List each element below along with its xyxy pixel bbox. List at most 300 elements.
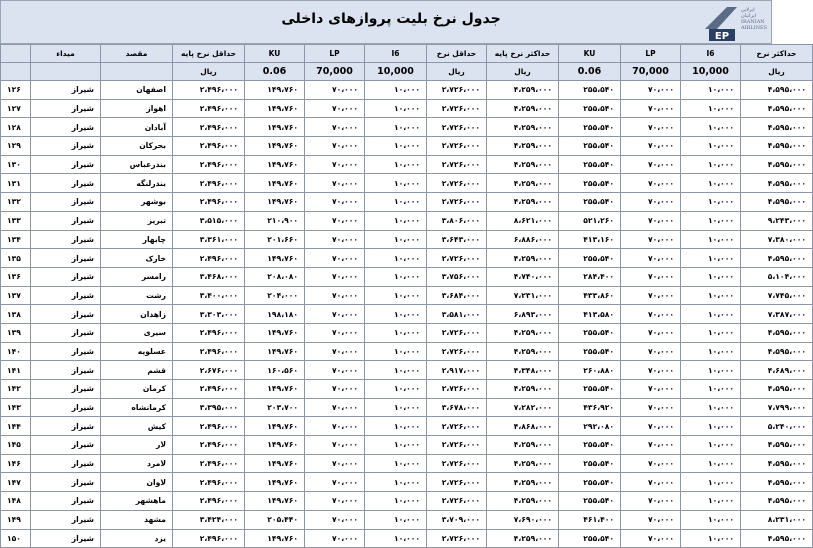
- fare-cell: ۷۰،۰۰۰: [621, 118, 681, 137]
- fare-cell: ۳،۵۱۵،۰۰۰: [173, 211, 245, 230]
- origin-cell: شیراز: [31, 529, 101, 548]
- fare-cell: ۲۰۸،۰۸۰: [245, 267, 305, 286]
- fare-cell: ۱۹۸،۱۸۰: [245, 305, 305, 324]
- fare-cell: ۲۵۵،۵۴۰: [559, 529, 621, 548]
- destination-cell: ماهشهر: [101, 492, 173, 511]
- destination-cell: اصفهان: [101, 81, 173, 100]
- origin-cell: شیراز: [31, 361, 101, 380]
- fare-cell: ۷۰،۰۰۰: [305, 81, 365, 100]
- fare-cell: ۷۰،۰۰۰: [305, 174, 365, 193]
- fare-cell: ۲،۴۹۶،۰۰۰: [173, 81, 245, 100]
- fare-cell: ۳،۷۵۶،۰۰۰: [427, 267, 487, 286]
- destination-cell: بندرعباس: [101, 155, 173, 174]
- fare-cell: ۷۰،۰۰۰: [621, 529, 681, 548]
- fare-cell: ۷۰،۰۰۰: [621, 305, 681, 324]
- subheader-cell: ریال: [741, 63, 813, 81]
- fare-cell: ۴،۲۵۹،۰۰۰: [487, 380, 559, 399]
- fare-cell: ۱۰،۰۰۰: [681, 436, 741, 455]
- fare-cell: ۴۱۳،۵۸۰: [559, 305, 621, 324]
- fare-cell: ۱۰،۰۰۰: [681, 99, 741, 118]
- fare-cell: ۱۰،۰۰۰: [365, 473, 427, 492]
- fare-cell: ۱۰،۰۰۰: [365, 323, 427, 342]
- subheader-cell: 0.06: [245, 63, 305, 81]
- fare-cell: ۴،۵۹۵،۰۰۰: [741, 155, 813, 174]
- header-cell: KU: [245, 45, 305, 63]
- fare-cell: ۱۰،۰۰۰: [365, 81, 427, 100]
- fare-cell: ۲۵۵،۵۴۰: [559, 323, 621, 342]
- fare-cell: ۷۰،۰۰۰: [305, 155, 365, 174]
- fare-cell: ۱۰،۰۰۰: [365, 137, 427, 156]
- destination-cell: بندرلنگه: [101, 174, 173, 193]
- fare-cell: ۷۰،۰۰۰: [621, 473, 681, 492]
- fare-cell: ۱۴۹،۷۶۰: [245, 342, 305, 361]
- fare-cell: ۲،۶۷۶،۰۰۰: [173, 361, 245, 380]
- header-cell: حداقل نرخ: [427, 45, 487, 63]
- fare-cell: ۱۰،۰۰۰: [365, 99, 427, 118]
- fare-cell: ۷۰،۰۰۰: [305, 211, 365, 230]
- fare-cell: ۷۰،۰۰۰: [621, 510, 681, 529]
- destination-cell: اهواز: [101, 99, 173, 118]
- fare-cell: ۷۰،۰۰۰: [621, 193, 681, 212]
- fare-cell: ۲۵۵،۵۴۰: [559, 118, 621, 137]
- fare-cell: ۴۳۶،۹۲۰: [559, 398, 621, 417]
- fare-cell: ۱۰،۰۰۰: [365, 454, 427, 473]
- fare-cell: ۱۴۹،۷۶۰: [245, 454, 305, 473]
- fare-cell: ۴،۵۹۵،۰۰۰: [741, 323, 813, 342]
- fare-cell: ۱۰،۰۰۰: [365, 286, 427, 305]
- fare-cell: ۲۰۱،۶۶۰: [245, 230, 305, 249]
- fare-cell: ۲،۷۲۶،۰۰۰: [427, 342, 487, 361]
- fare-cell: ۴،۷۴۰،۰۰۰: [487, 267, 559, 286]
- row-number: ۱۴۰: [1, 342, 31, 361]
- fare-cell: ۲،۷۲۶،۰۰۰: [427, 473, 487, 492]
- page-title: جدول نرخ بلیت پروازهای داخلی: [281, 11, 501, 27]
- fare-cell: ۱۰،۰۰۰: [681, 137, 741, 156]
- fare-cell: ۲،۴۹۶،۰۰۰: [173, 492, 245, 511]
- fare-cell: ۱۰،۰۰۰: [681, 305, 741, 324]
- fare-cell: ۲،۴۹۶،۰۰۰: [173, 342, 245, 361]
- fare-cell: ۴،۲۵۹،۰۰۰: [487, 454, 559, 473]
- destination-cell: رامسر: [101, 267, 173, 286]
- fare-cell: ۴،۸۶۸،۰۰۰: [487, 417, 559, 436]
- destination-cell: کیش: [101, 417, 173, 436]
- fare-table: [0, 44, 813, 548]
- origin-cell: شیراز: [31, 155, 101, 174]
- table-row: [1, 99, 813, 118]
- subheader-cell: ریال: [487, 63, 559, 81]
- fare-cell: ۷۰،۰۰۰: [621, 99, 681, 118]
- destination-cell: زاهدان: [101, 305, 173, 324]
- fare-cell: ۷۰،۰۰۰: [621, 137, 681, 156]
- header-cell: حداقل نرخ پایه: [173, 45, 245, 63]
- fare-cell: ۷۰،۰۰۰: [305, 286, 365, 305]
- destination-cell: عسلویه: [101, 342, 173, 361]
- fare-cell: ۱۴۹،۷۶۰: [245, 529, 305, 548]
- fare-cell: ۱۰،۰۰۰: [681, 492, 741, 511]
- fare-cell: ۴،۲۵۹،۰۰۰: [487, 473, 559, 492]
- fare-cell: ۲،۴۹۶،۰۰۰: [173, 137, 245, 156]
- row-number: ۱۳۳: [1, 211, 31, 230]
- fare-cell: ۱۰،۰۰۰: [365, 361, 427, 380]
- fare-cell: ۴،۵۹۵،۰۰۰: [741, 380, 813, 399]
- fare-cell: ۱۰،۰۰۰: [681, 211, 741, 230]
- origin-cell: شیراز: [31, 81, 101, 100]
- fare-cell: ۱۴۹،۷۶۰: [245, 473, 305, 492]
- subheader-cell: 70,000: [621, 63, 681, 81]
- header-cell: میداء: [31, 45, 101, 63]
- fare-cell: ۴،۲۵۹،۰۰۰: [487, 118, 559, 137]
- destination-cell: قشم: [101, 361, 173, 380]
- origin-cell: شیراز: [31, 380, 101, 399]
- subheader-cell: 10,000: [365, 63, 427, 81]
- fare-cell: ۷،۳۸۰،۰۰۰: [741, 230, 813, 249]
- destination-cell: لار: [101, 436, 173, 455]
- fare-cell: ۱۰،۰۰۰: [681, 510, 741, 529]
- table-row: [1, 529, 813, 548]
- fare-cell: ۷۰،۰۰۰: [621, 454, 681, 473]
- fare-cell: ۱۰،۰۰۰: [365, 529, 427, 548]
- table-row: [1, 454, 813, 473]
- fare-cell: ۱۰،۰۰۰: [681, 361, 741, 380]
- fare-cell: ۳،۴۶۸،۰۰۰: [173, 267, 245, 286]
- origin-cell: شیراز: [31, 342, 101, 361]
- subheader-row: [1, 63, 813, 81]
- fare-cell: ۴،۲۵۹،۰۰۰: [487, 342, 559, 361]
- fare-cell: ۷۰،۰۰۰: [305, 230, 365, 249]
- fare-cell: ۲،۷۲۶،۰۰۰: [427, 137, 487, 156]
- row-number: ۱۳۹: [1, 323, 31, 342]
- fare-cell: ۷۰،۰۰۰: [305, 267, 365, 286]
- fare-cell: ۴،۲۵۹،۰۰۰: [487, 492, 559, 511]
- fare-cell: ۱۴۹،۷۶۰: [245, 323, 305, 342]
- fare-cell: ۱۰،۰۰۰: [681, 193, 741, 212]
- table-row: [1, 81, 813, 100]
- fare-cell: ۴،۲۵۹،۰۰۰: [487, 99, 559, 118]
- fare-cell: ۴،۵۹۵،۰۰۰: [741, 193, 813, 212]
- row-number: ۱۴۷: [1, 473, 31, 492]
- fare-cell: ۲،۷۲۶،۰۰۰: [427, 118, 487, 137]
- fare-cell: ۲،۷۲۶،۰۰۰: [427, 193, 487, 212]
- fare-cell: ۴،۵۹۵،۰۰۰: [741, 249, 813, 268]
- fare-cell: ۷۰،۰۰۰: [621, 398, 681, 417]
- fare-cell: ۱۰،۰۰۰: [365, 510, 427, 529]
- fare-cell: ۷،۳۸۷،۰۰۰: [741, 305, 813, 324]
- fare-cell: ۱۰،۰۰۰: [681, 380, 741, 399]
- fare-cell: ۲۵۵،۵۴۰: [559, 380, 621, 399]
- fare-cell: ۱۴۹،۷۶۰: [245, 417, 305, 436]
- origin-cell: شیراز: [31, 230, 101, 249]
- fare-cell: ۵،۱۰۴،۰۰۰: [741, 267, 813, 286]
- fare-cell: ۱۴۹،۷۶۰: [245, 193, 305, 212]
- subheader-cell: 0.06: [559, 63, 621, 81]
- destination-cell: یزد: [101, 529, 173, 548]
- table-row: [1, 155, 813, 174]
- fare-cell: ۲۵۵،۵۴۰: [559, 342, 621, 361]
- origin-cell: شیراز: [31, 492, 101, 511]
- fare-cell: ۲،۴۹۶،۰۰۰: [173, 174, 245, 193]
- origin-cell: شیراز: [31, 118, 101, 137]
- row-number: ۱۳۱: [1, 174, 31, 193]
- header-cell: KU: [559, 45, 621, 63]
- fare-cell: ۹،۲۴۳،۰۰۰: [741, 211, 813, 230]
- table-row: [1, 193, 813, 212]
- header-row: [1, 45, 813, 63]
- table-row: [1, 417, 813, 436]
- fare-cell: ۷۰،۰۰۰: [621, 436, 681, 455]
- fare-cell: ۲۱۰،۹۰۰: [245, 211, 305, 230]
- origin-cell: شیراز: [31, 436, 101, 455]
- fare-cell: ۴،۵۹۵،۰۰۰: [741, 473, 813, 492]
- fare-cell: ۲،۴۹۶،۰۰۰: [173, 454, 245, 473]
- fare-cell: ۷۰،۰۰۰: [305, 454, 365, 473]
- fare-cell: ۴،۳۴۸،۰۰۰: [487, 361, 559, 380]
- fare-cell: ۲۰۴،۰۰۰: [245, 286, 305, 305]
- row-number: ۱۳۶: [1, 267, 31, 286]
- fare-cell: ۲،۷۲۶،۰۰۰: [427, 323, 487, 342]
- fare-cell: ۱۰،۰۰۰: [365, 193, 427, 212]
- fare-cell: ۲،۹۱۷،۰۰۰: [427, 361, 487, 380]
- fare-cell: ۴،۲۵۹،۰۰۰: [487, 174, 559, 193]
- row-number: ۱۴۸: [1, 492, 31, 511]
- logo-mark: EP: [714, 31, 730, 42]
- table-row: [1, 137, 813, 156]
- fare-cell: ۲،۷۲۶،۰۰۰: [427, 492, 487, 511]
- fare-cell: ۲،۴۹۶،۰۰۰: [173, 193, 245, 212]
- fare-cell: ۲،۴۹۶،۰۰۰: [173, 118, 245, 137]
- fare-cell: ۷۰،۰۰۰: [305, 193, 365, 212]
- header-cell-blank: [1, 45, 31, 63]
- destination-cell: سیری: [101, 323, 173, 342]
- table-row: [1, 174, 813, 193]
- fare-cell: ۲،۷۲۶،۰۰۰: [427, 81, 487, 100]
- fare-cell: ۶،۸۸۶،۰۰۰: [487, 230, 559, 249]
- fare-cell: ۷۰،۰۰۰: [621, 342, 681, 361]
- fare-cell: ۷۰،۰۰۰: [305, 510, 365, 529]
- fare-cell: ۱۰،۰۰۰: [681, 454, 741, 473]
- fare-cell: ۱۰،۰۰۰: [365, 230, 427, 249]
- fare-cell: ۷۰،۰۰۰: [305, 417, 365, 436]
- fare-cell: ۱۰،۰۰۰: [365, 305, 427, 324]
- fare-cell: ۴۶۱،۴۰۰: [559, 510, 621, 529]
- fare-cell: ۲،۷۲۶،۰۰۰: [427, 155, 487, 174]
- fare-cell: ۱۰،۰۰۰: [365, 398, 427, 417]
- destination-cell: کرمان: [101, 380, 173, 399]
- fare-cell: ۱۰،۰۰۰: [681, 398, 741, 417]
- logo-text: [741, 7, 771, 31]
- fare-cell: ۲۵۵،۵۴۰: [559, 436, 621, 455]
- header-cell: حداکثر نرخ: [741, 45, 813, 63]
- fare-cell: ۲۹۲،۰۸۰: [559, 417, 621, 436]
- fare-cell: ۴،۲۵۹،۰۰۰: [487, 193, 559, 212]
- fare-cell: ۴،۲۵۹،۰۰۰: [487, 323, 559, 342]
- fare-cell: ۴،۵۹۵،۰۰۰: [741, 454, 813, 473]
- destination-cell: بحرکان: [101, 137, 173, 156]
- fare-cell: ۳،۳۶۱،۰۰۰: [173, 230, 245, 249]
- row-number: ۱۴۱: [1, 361, 31, 380]
- fare-cell: ۷۰،۰۰۰: [305, 473, 365, 492]
- fare-cell: ۷۰،۰۰۰: [305, 99, 365, 118]
- fare-cell: ۷،۲۸۲،۰۰۰: [487, 398, 559, 417]
- fare-cell: ۲۵۵،۵۴۰: [559, 473, 621, 492]
- fare-cell: ۲۵۵،۵۴۰: [559, 249, 621, 268]
- destination-cell: بوشهر: [101, 193, 173, 212]
- fare-cell: ۱۴۹،۷۶۰: [245, 492, 305, 511]
- origin-cell: شیراز: [31, 249, 101, 268]
- fare-cell: ۱۰،۰۰۰: [365, 267, 427, 286]
- fare-cell: ۱۰،۰۰۰: [681, 174, 741, 193]
- subheader-cell: ریال: [173, 63, 245, 81]
- destination-cell: خارک: [101, 249, 173, 268]
- fare-cell: ۸،۲۳۱،۰۰۰: [741, 510, 813, 529]
- logo-line-1: IRANIAN: [741, 19, 765, 25]
- row-number: ۱۴۵: [1, 436, 31, 455]
- row-number: ۱۴۶: [1, 454, 31, 473]
- fare-cell: ۳،۷۰۹،۰۰۰: [427, 510, 487, 529]
- table-row: [1, 118, 813, 137]
- header-cell: LP: [621, 45, 681, 63]
- subheader-cell: [101, 63, 173, 81]
- fare-cell: ۴،۵۹۵،۰۰۰: [741, 436, 813, 455]
- fare-cell: ۷۰،۰۰۰: [305, 305, 365, 324]
- fare-cell: ۱۰،۰۰۰: [681, 529, 741, 548]
- fare-cell: ۱۰،۰۰۰: [681, 342, 741, 361]
- fare-cell: ۷۰،۰۰۰: [621, 380, 681, 399]
- fare-cell: ۷۰،۰۰۰: [305, 492, 365, 511]
- fare-cell: ۱۰،۰۰۰: [365, 174, 427, 193]
- subheader-cell: 10,000: [681, 63, 741, 81]
- fare-cell: ۲،۴۹۶،۰۰۰: [173, 155, 245, 174]
- fare-cell: ۷۰،۰۰۰: [621, 155, 681, 174]
- fare-cell: ۱۴۹،۷۶۰: [245, 380, 305, 399]
- fare-cell: ۱۰،۰۰۰: [365, 211, 427, 230]
- fare-cell: ۱۰،۰۰۰: [681, 267, 741, 286]
- fare-cell: ۳،۸۰۶،۰۰۰: [427, 211, 487, 230]
- subheader-cell: [31, 63, 101, 81]
- row-number: ۱۲۹: [1, 137, 31, 156]
- row-number: ۱۳۵: [1, 249, 31, 268]
- fare-cell: ۱۰،۰۰۰: [681, 249, 741, 268]
- fare-cell: ۷،۷۴۵،۰۰۰: [741, 286, 813, 305]
- fare-cell: ۵،۲۴۰،۰۰۰: [741, 417, 813, 436]
- fare-cell: ۴،۲۵۹،۰۰۰: [487, 249, 559, 268]
- fare-cell: ۲۵۵،۵۴۰: [559, 174, 621, 193]
- fare-cell: ۱۰،۰۰۰: [365, 417, 427, 436]
- fare-cell: ۱۰،۰۰۰: [365, 492, 427, 511]
- fare-cell: ۱۰،۰۰۰: [365, 380, 427, 399]
- fare-cell: ۲،۷۲۶،۰۰۰: [427, 380, 487, 399]
- fare-cell: ۳،۶۴۳،۰۰۰: [427, 230, 487, 249]
- destination-cell: تبریز: [101, 211, 173, 230]
- row-number: ۱۴۹: [1, 510, 31, 529]
- row-number: ۱۵۰: [1, 529, 31, 548]
- fare-cell: ۷۰،۰۰۰: [305, 118, 365, 137]
- fare-cell: ۴،۵۹۵،۰۰۰: [741, 492, 813, 511]
- fare-cell: ۲۶۰،۸۸۰: [559, 361, 621, 380]
- fare-cell: ۷،۷۹۹،۰۰۰: [741, 398, 813, 417]
- fare-cell: ۴،۵۹۵،۰۰۰: [741, 118, 813, 137]
- fare-cell: ۲،۷۲۶،۰۰۰: [427, 417, 487, 436]
- table-row: [1, 211, 813, 230]
- fare-cell: ۷۰،۰۰۰: [305, 436, 365, 455]
- table-row: [1, 305, 813, 324]
- sheet-header: [0, 0, 772, 44]
- fare-cell: ۲۸۴،۴۰۰: [559, 267, 621, 286]
- fare-cell: ۴،۵۹۵،۰۰۰: [741, 137, 813, 156]
- fare-cell: ۲۵۵،۵۴۰: [559, 492, 621, 511]
- fare-cell: ۷۰،۰۰۰: [621, 249, 681, 268]
- subheader-cell: 70,000: [305, 63, 365, 81]
- table-row: [1, 267, 813, 286]
- fare-cell: ۱۴۹،۷۶۰: [245, 249, 305, 268]
- fare-cell: ۷۰،۰۰۰: [621, 174, 681, 193]
- fare-cell: ۱۴۹،۷۶۰: [245, 118, 305, 137]
- table-row: [1, 510, 813, 529]
- fare-cell: ۳،۳۰۳،۰۰۰: [173, 305, 245, 324]
- fare-cell: ۲،۴۹۶،۰۰۰: [173, 99, 245, 118]
- fare-cell: ۱۰،۰۰۰: [365, 342, 427, 361]
- row-number: ۱۲۸: [1, 118, 31, 137]
- fare-cell: ۲،۴۹۶،۰۰۰: [173, 529, 245, 548]
- header-cell: مقصد: [101, 45, 173, 63]
- origin-cell: شیراز: [31, 137, 101, 156]
- fare-cell: ۷۰،۰۰۰: [305, 380, 365, 399]
- header-cell: حداکثر نرخ پایه: [487, 45, 559, 63]
- origin-cell: شیراز: [31, 211, 101, 230]
- table-row: [1, 323, 813, 342]
- fare-cell: ۷۰،۰۰۰: [305, 137, 365, 156]
- fare-cell: ۱۰،۰۰۰: [681, 81, 741, 100]
- fare-cell: ۷،۲۳۱،۰۰۰: [487, 286, 559, 305]
- fare-cell: ۲۵۵،۵۴۰: [559, 137, 621, 156]
- fare-cell: ۲۵۵،۵۴۰: [559, 81, 621, 100]
- fare-cell: ۳،۴۲۴،۰۰۰: [173, 510, 245, 529]
- origin-cell: شیراز: [31, 305, 101, 324]
- fare-cell: ۲،۴۹۶،۰۰۰: [173, 323, 245, 342]
- fare-cell: ۷۰،۰۰۰: [621, 417, 681, 436]
- fare-cell: ۷۰،۰۰۰: [305, 342, 365, 361]
- row-number: ۱۴۳: [1, 398, 31, 417]
- origin-cell: شیراز: [31, 454, 101, 473]
- fare-cell: ۱۰،۰۰۰: [681, 417, 741, 436]
- fare-cell: ۴۱۳،۱۶۰: [559, 230, 621, 249]
- fare-cell: ۷۰،۰۰۰: [305, 398, 365, 417]
- fare-cell: ۶،۸۹۳،۰۰۰: [487, 305, 559, 324]
- fare-cell: ۲۵۵،۵۴۰: [559, 454, 621, 473]
- fare-cell: ۴،۲۵۹،۰۰۰: [487, 137, 559, 156]
- fare-cell: ۷۰،۰۰۰: [305, 323, 365, 342]
- fare-cell: ۲،۴۹۶،۰۰۰: [173, 417, 245, 436]
- fare-cell: ۱۴۹،۷۶۰: [245, 155, 305, 174]
- fare-cell: ۱۰،۰۰۰: [365, 155, 427, 174]
- origin-cell: شیراز: [31, 473, 101, 492]
- table-row: [1, 249, 813, 268]
- header-cell: LP: [305, 45, 365, 63]
- row-number: ۱۳۷: [1, 286, 31, 305]
- fare-cell: ۲۵۵،۵۴۰: [559, 155, 621, 174]
- fare-cell: ۷۰،۰۰۰: [621, 361, 681, 380]
- subheader-cell: ریال: [427, 63, 487, 81]
- fare-cell: ۴،۵۹۵،۰۰۰: [741, 99, 813, 118]
- subheader-cell-blank: [1, 63, 31, 81]
- destination-cell: رشت: [101, 286, 173, 305]
- destination-cell: لامرد: [101, 454, 173, 473]
- fare-cell: ۱۰،۰۰۰: [681, 230, 741, 249]
- table-row: [1, 492, 813, 511]
- fare-cell: ۱۴۹،۷۶۰: [245, 137, 305, 156]
- destination-cell: چابهار: [101, 230, 173, 249]
- fare-cell: ۴،۲۵۹،۰۰۰: [487, 529, 559, 548]
- fare-cell: ۱۰،۰۰۰: [365, 436, 427, 455]
